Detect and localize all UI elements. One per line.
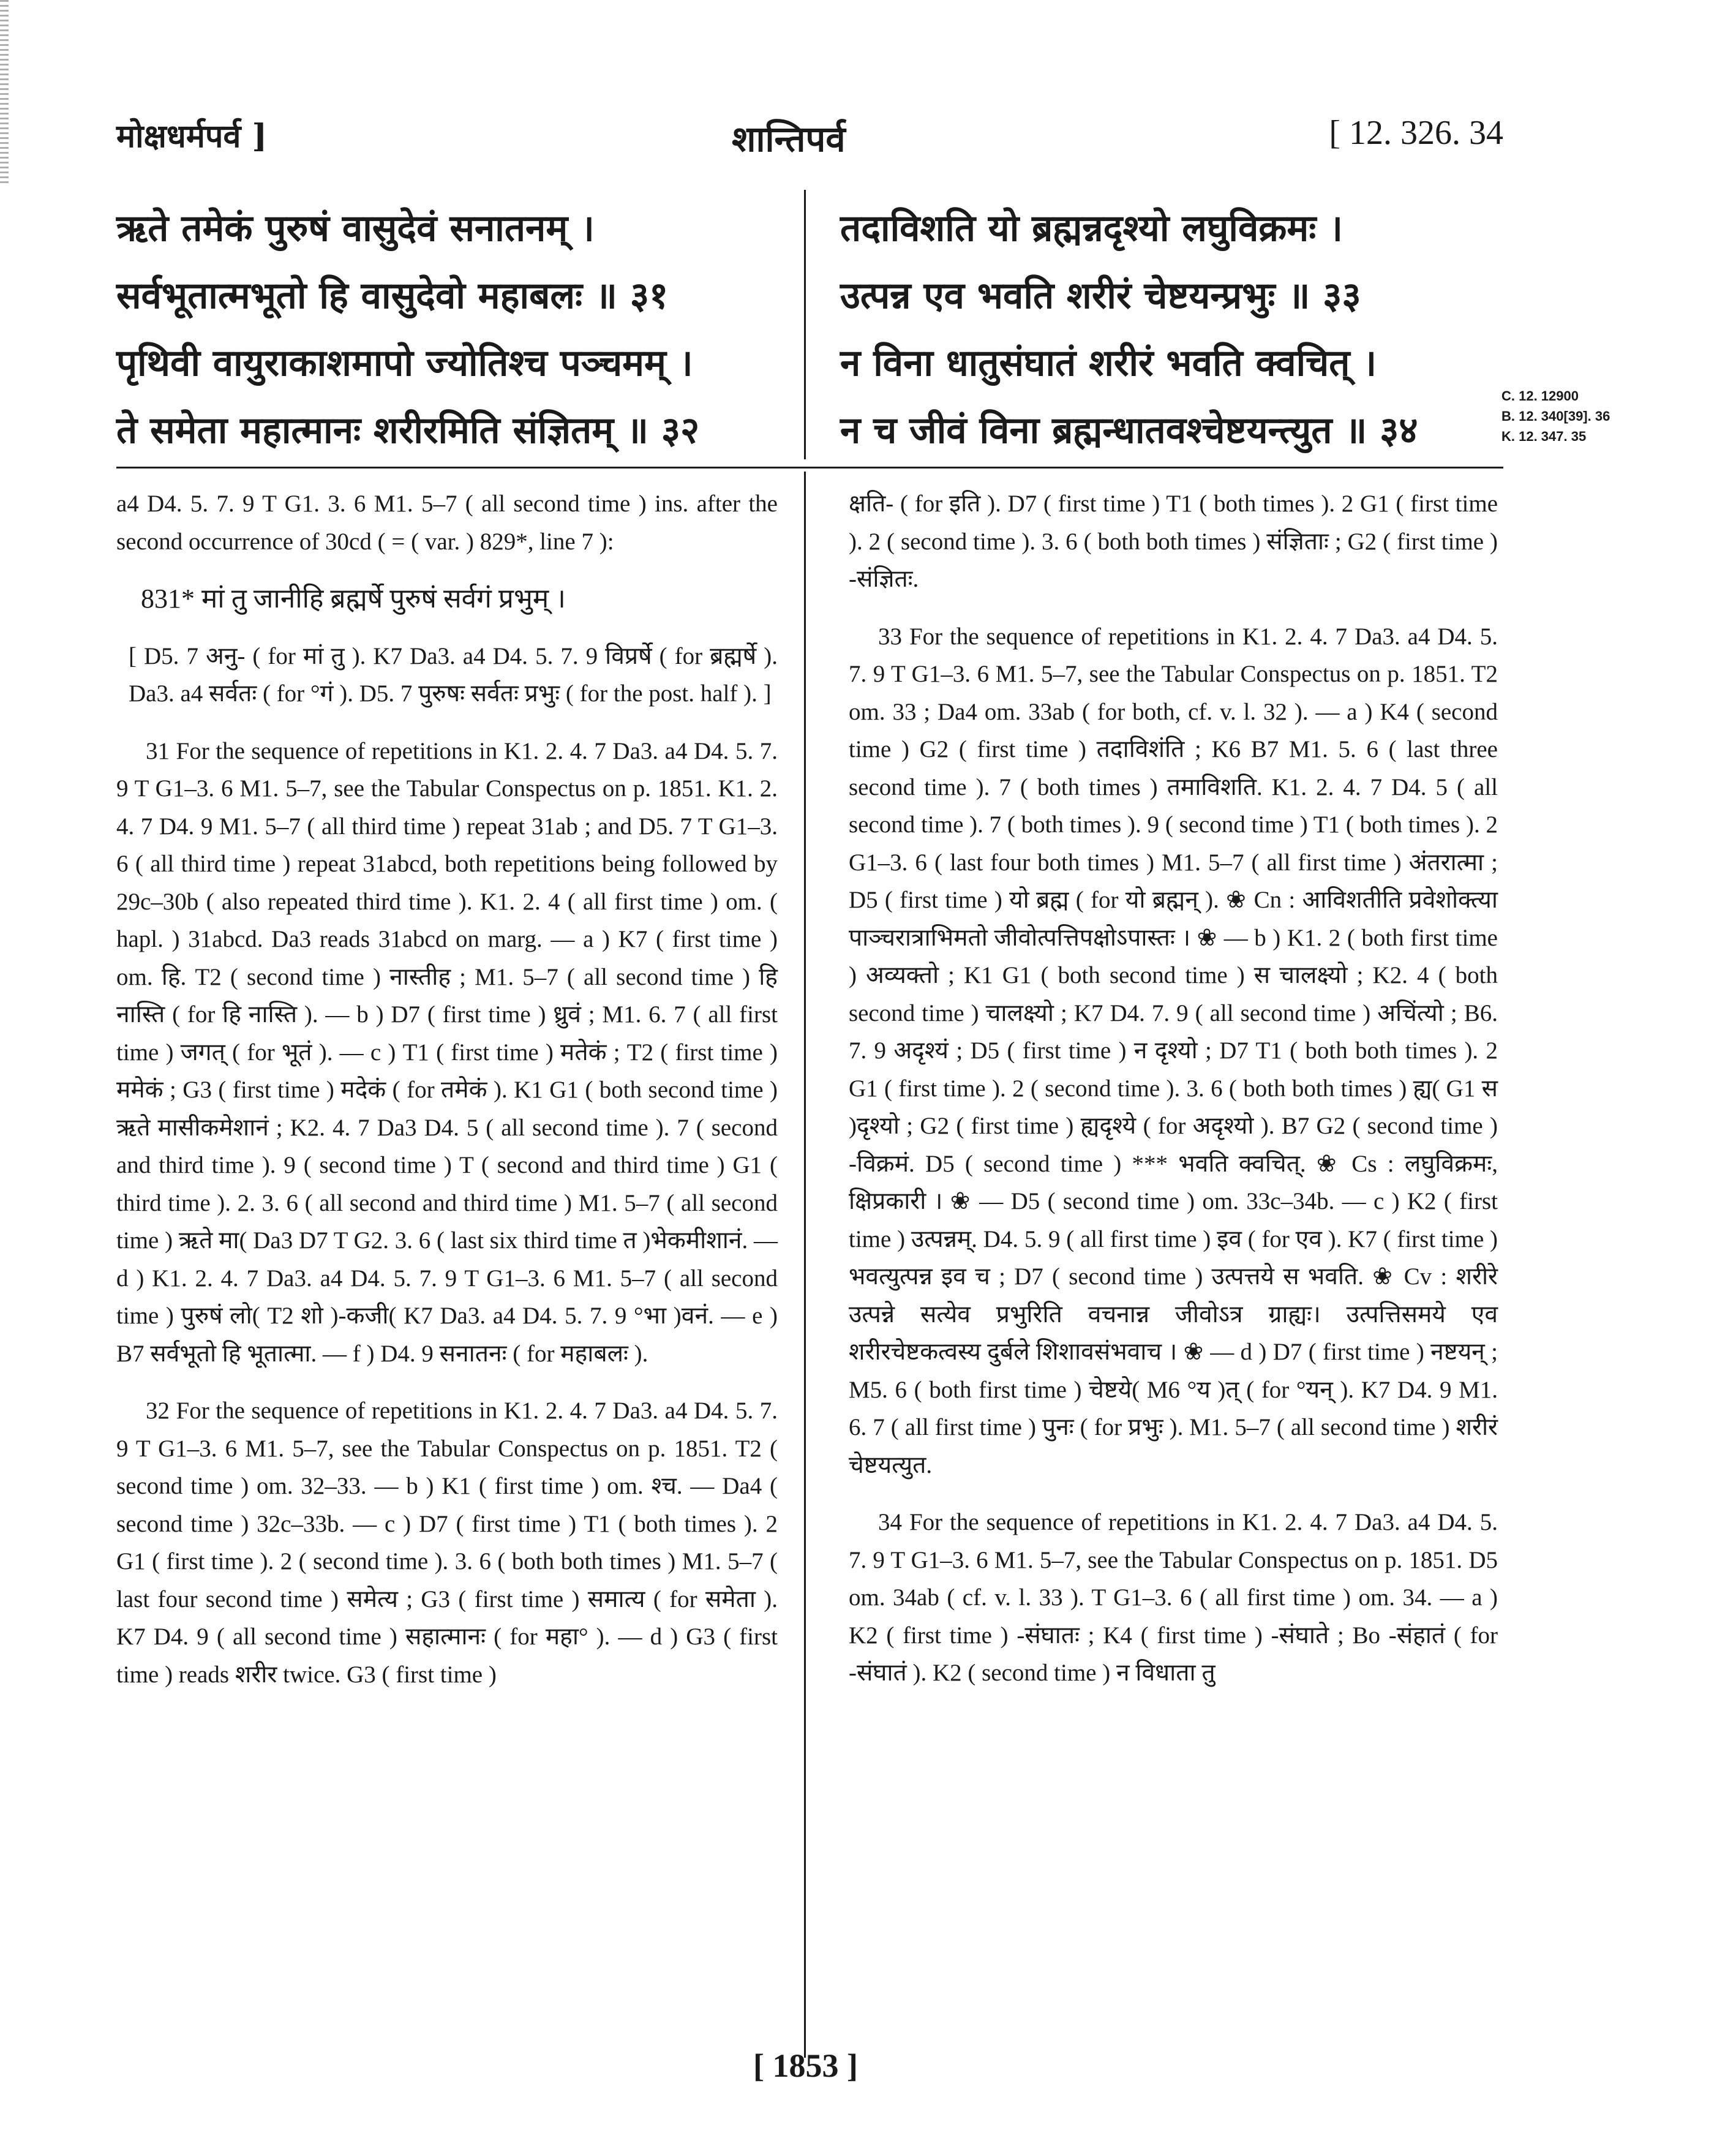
apparatus-note: 33 For the sequence of repetitions in K1. 2. 4. 7 Da3. a4 D4. 5. 7. 9 T G1–3. 6 M1. 5–7, see the Tabular Conspectus on p. 1851. T2 om. 33 ; Da4 om. 33ab ( for both, cf. v. l. 32 ). — a ) K4 ( second time ) G2 ( first time ) तदाविशंति ; K6 B7 M1. 5. 6 ( last three second time ). 7 ( both times ) तमाविशति. K1. 2. 4. 7 D4. 5 ( all second time ). 7 ( both times ). 9 ( second time ) T1 ( both times ). 2 G1–3. 6 ( last four both times ) M1. 5–7 ( all first time ) अंतरात्मा ; D5 ( first time ) यो ब्रह्म ( for यो ब्रह्मन् ). ❀ Cn : आविशतीति प्रवेशोक्त्या पाञ्चरात्राभिमतो जीवोत्पत्तिपक्षोऽपास्तः । ❀ — b ) K1. 2 ( both first time ) अव्यक्तो ; K1 G1 ( both second time ) स चालक्ष्यो ; K2. 4 ( both second time ) चालक्ष्यो ; K7 D4. 7. 9 ( all second time ) अचिंत्यो ; B6. 7. 9 अदृश्यं ; D5 ( first time ) न दृश्यो ; D7 T1 ( both both times ). 2 G1 ( first time ). 2 ( second time ). 3. 6 ( both both times ) ह्य( G1 स )दृश्यो ; G2 ( first time ) ह्यदृश्ये ( for अदृश्यो ). B7 G2 ( second time ) -विक्रमं. D5 ( second time ) *** भवति क्वचित्. ❀ Cs : लघुविक्रमः, क्षिप्रकारी । ❀ — D5 ( second time ) om. 33c–34b. — c ) K2 ( first time ) उत्पन्नम्. D4. 5. 9 ( all first time ) इव ( for एव ). K7 ( first time ) भवत्युत्पन्न इव च ; D7 ( second time ) उत्पत्तये स भवति. ❀ Cv : शरीरे उत्पन्ने सत्येव प्रभुरिति वचनान्न जीवोऽत्र ग्राह्यः। उत्पत्तिसमये एव शरीरचेष्टकत्वस्य दुर्बले शिशावसंभवाच । ❀ — d ) D7 ( first time ) नष्टयन् ; M5. 6 ( both first time ) चेष्टये( M6 °य )त् ( for °यन् ). K7 D4. 9 M1. 6. 7 ( all first time ) पुनः ( for प्रभुः ). M1. 5–7 ( all second time ) शरीरं चेष्टयत्युत. xyxy=(849,623,1498,1478)
apparatus-right-column xyxy=(849,485,1498,1712)
apparatus-note: 32 For the sequence of repetitions in K1. 2. 4. 7 Da3. a4 D4. 5. 7. 9 T G1–3. 6 M1. 5–7, see the Tabular Conspectus on p. 1851. T2 ( second time ) om. 32–33. — b ) K1 ( first time ) om. श्च. — Da4 ( second time ) 32c–33b. — c ) D7 ( first time ) T1 ( both times ). 2 G1 ( first time ). 2 ( second time ). 3. 6 ( both both times ) M1. 5–7 ( last four second time ) समेत्य ; G3 ( first time ) समात्य ( for समेता ). K7 D4. 9 ( all second time ) सहात्मानः ( for महा° ). — d ) G3 ( first time ) reads शरीर twice. G3 ( first time ) xyxy=(116,1398,778,1688)
verse-line: ऋते तमेकं पुरुषं वासुदेवं सनातनम् । xyxy=(116,207,595,250)
column-divider xyxy=(804,190,806,459)
concordance-references xyxy=(1501,386,1610,446)
apparatus-rule xyxy=(116,467,1503,468)
apparatus-note: क्षति- ( for इति ). D7 ( first time ) T1 ( both times ). 2 G1 ( first time ). 2 ( second time ). 3. 6 ( both both times ) संज्ञिताः ; G2 ( first time ) -संज्ञितः. xyxy=(849,491,1498,592)
verse-text-right xyxy=(840,195,1501,464)
verse-line: पृथिवी वायुराकाशमापो ज्योतिश्च पञ्चमम् । xyxy=(116,342,693,385)
running-head-section: मोक्षधर्मपर्व ] xyxy=(116,118,268,155)
verse-line: न विना धातुसंघातं शरीरं भवति क्वचित् । xyxy=(840,342,1377,385)
verse-line: न च जीवं विना ब्रह्मन्धातवश्चेष्टयन्त्युत ॥ ३४ xyxy=(840,409,1418,452)
concordance-ref: K. 12. 347. 35 xyxy=(1501,429,1587,444)
verse-line: तदाविशति यो ब्रह्मन्नदृश्यो लघुविक्रमः । xyxy=(840,207,1343,250)
running-head-reference: [ 12. 326. 34 xyxy=(1329,114,1503,152)
page-number: [ 1853 ] xyxy=(753,2047,858,2084)
verse-line: उत्पन्न एव भवति शरीरं चेष्टयन्प्रभुः ॥ ३३ xyxy=(840,274,1361,317)
scan-edge xyxy=(0,0,9,184)
concordance-ref: C. 12. 12900 xyxy=(1501,388,1579,404)
verse-text-left xyxy=(116,195,778,464)
verse-line: ते समेता महात्मानः शरीरमिति संज्ञितम् ॥ ३२ xyxy=(116,409,700,452)
apparatus-column-divider xyxy=(804,472,806,2058)
apparatus-note: 31 For the sequence of repetitions in K1. 2. 4. 7 Da3. a4 D4. 5. 7. 9 T G1–3. 6 M1. 5–7, see the Tabular Conspectus on p. 1851. K1. 2. 4. 7 D4. 9 M1. 5–7 ( all third time ) repeat 31ab ; and D5. 7 T G1–3. 6 ( all third time ) repeat 31abcd, both repetitions being followed by 29c–30b ( also repeated third time ). K1. 2. 4 ( all first time ) om. ( hapl. ) 31abcd. Da3 reads 31abcd on marg. — a ) K7 ( first time ) om. हि. T2 ( second time ) नास्तीह ; M1. 5–7 ( all second time ) हि नास्ति ( for हि नास्ति ). — b ) D7 ( first time ) ध्रुवं ; M1. 6. 7 ( all first time ) जगत् ( for भूतं ). — c ) T1 ( first time ) मतेकं ; T2 ( first time ) ममेकं ; G3 ( first time ) मदेकं ( for तमेकं ). K1 G1 ( both second time ) ऋते मासीकमेशानं ; K2. 4. 7 Da3 D4. 5 ( all second time ). 7 ( second and third time ). 9 ( second time ) T ( second and third time ) G1 ( third time ). 2. 3. 6 ( all second and third time ) M1. 5–7 ( all second time ) ऋते मा( Da3 D7 T G2. 3. 6 ( last six third time त )भेकमीशानं. — d ) K1. 2. 4. 7 Da3. a4 D4. 5. 7. 9 T G1–3. 6 M1. 5–7 ( all second time ) पुरुषं लो( T2 शो )-कजी( K7 Da3. a4 D4. 5. 7. 9 °भा )वनं. — e ) B7 सर्वभूतो हि भूतात्मा. — f ) D4. 9 सनातनः ( for महाबलः ). xyxy=(116,737,778,1367)
apparatus-note: [ D5. 7 अनु- ( for मां तु ). K7 Da3. a4 D4. 5. 7. 9 विप्रर्षे ( for ब्रह्मर्षे ). Da3. a4 सर्वतः ( for °गं ). D5. 7 पुरुषः सर्वतः प्रभुः ( for the post. half ). ] xyxy=(129,642,778,707)
apparatus-note: a4 D4. 5. 7. 9 T G1. 3. 6 M1. 5–7 ( all second time ) ins. after the second occurrence of 30cd ( = ( var. ) 829*, line 7 ): xyxy=(116,491,778,555)
apparatus-note: 34 For the sequence of repetitions in K1. 2. 4. 7 Da3. a4 D4. 5. 7. 9 T G1–3. 6 M1. 5–7, see the Tabular Conspectus on p. 1851. D5 om. 34ab ( cf. v. l. 33 ). T G1–3. 6 ( all first time ) om. 34. — a ) K2 ( first time ) -संघातः ; K4 ( first time ) -संघाते ; Bo -संहातं ( for -संघातं ). K2 ( second time ) न विधाता तु xyxy=(849,1509,1498,1686)
apparatus-left-column xyxy=(116,485,778,1713)
running-head-parvan: शान्तिपर्व xyxy=(732,118,846,160)
concordance-ref: B. 12. 340[39]. 36 xyxy=(1501,408,1610,424)
verse-line: सर्वभूतात्मभूतो हि वासुदेवो महाबलः ॥ ३१ xyxy=(116,274,669,317)
star-passage: 831* मां तु जानीहि ब्रह्मर्षे पुरुषं सर्वगं प्रभुम् । xyxy=(141,584,566,614)
